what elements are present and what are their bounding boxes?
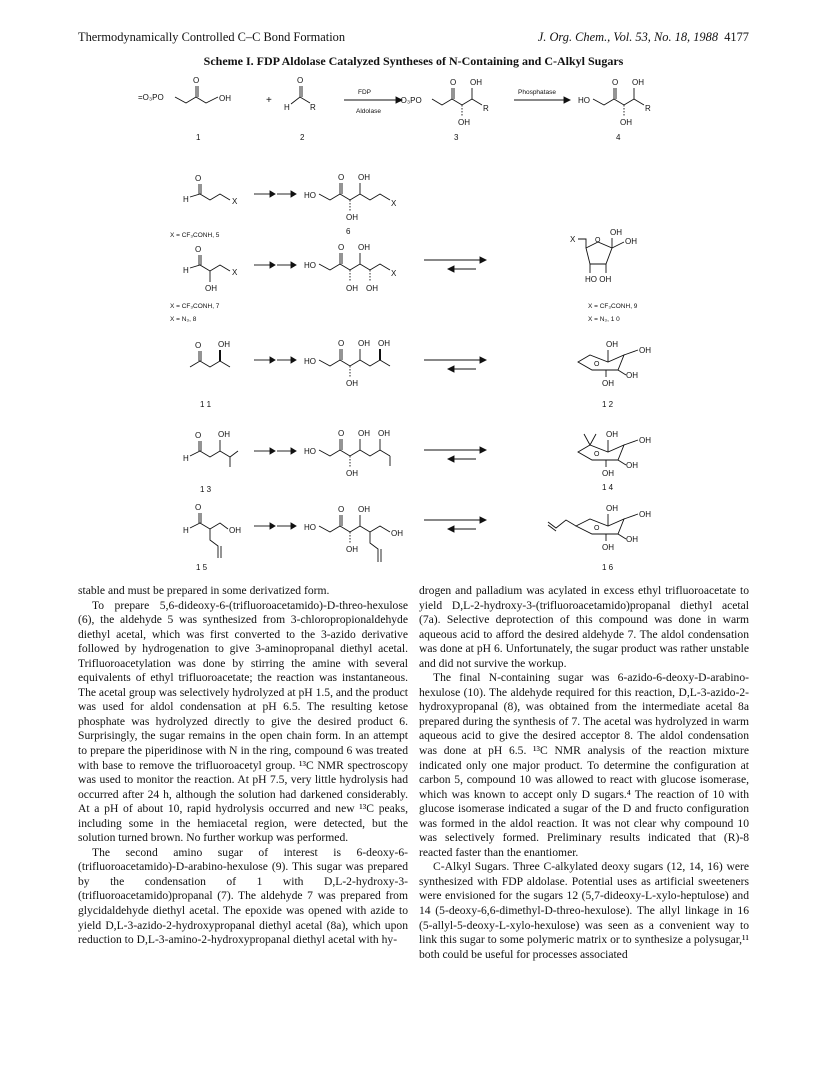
svg-text:O: O bbox=[338, 339, 345, 348]
arrow-phosphatase bbox=[514, 89, 570, 103]
svg-text:OH: OH bbox=[218, 430, 230, 439]
running-title: Thermodynamically Controlled C–C Bond Formation bbox=[78, 30, 346, 44]
svg-text:X: X bbox=[391, 199, 397, 208]
svg-text:O: O bbox=[338, 429, 345, 438]
svg-text:HO: HO bbox=[304, 523, 316, 532]
pyranose-16 bbox=[548, 504, 651, 572]
svg-text:OH: OH bbox=[366, 284, 378, 293]
substituent-note-9: X = CF₃CONH, 9 bbox=[588, 303, 638, 310]
svg-text:OH: OH bbox=[358, 505, 370, 514]
svg-text:H: H bbox=[284, 103, 290, 112]
svg-text:OH: OH bbox=[378, 429, 390, 438]
journal-citation bbox=[538, 30, 749, 45]
compound-label-6: 6 bbox=[346, 227, 351, 236]
compound-label-14: 1 4 bbox=[602, 483, 614, 492]
svg-text:OH: OH bbox=[639, 346, 651, 355]
paragraph-5: The final N-containing sugar was 6-azido-6-deoxy-D-arabino-hexulose (10). The aldehyde required for this reaction, D,L-3-azido-2-hydroxypropanal (8), was obtained from the intermediate acetal 8a prepared during the synthesis of 7. The acetal was hydrolyzed in warm aqueous acid to give the desired acceptor 8. The aldol condensation was done at pH 6.5. ¹³C NMR analysis of the reaction mixture indicated only one major product. To determine the configuration at carbon 5, compound 10 was allowed to react with glucose isomerase, which was known to accept only D sugars.⁴ The reaction of 10 with glucose isomerase indicated a sugar of the D and fructo configuration was formed in the aldol reaction. It was not clear why compound 10 was selectively formed. Preliminary results indicated that (R)-8 reacted faster than the enantiomer. bbox=[419, 671, 749, 859]
svg-text:X: X bbox=[232, 197, 238, 206]
equilibrium-arrow-row6 bbox=[424, 517, 486, 532]
svg-text:OH: OH bbox=[606, 340, 618, 349]
running-header bbox=[78, 30, 749, 48]
svg-text:HO: HO bbox=[304, 261, 316, 270]
svg-text:OH: OH bbox=[458, 118, 470, 127]
svg-text:FDP: FDP bbox=[358, 89, 371, 96]
arrow-row4 bbox=[254, 357, 296, 363]
equilibrium-arrow-row3 bbox=[424, 257, 486, 272]
compound-2 bbox=[284, 76, 316, 142]
paragraph-4: drogen and palladium was acylated in excess ethyl trifluoroacetate to yield D,L-2-hydroxy-3-(trifluoroacetamido)propanal diethyl acetal (7a). Selective deprotection of this compound was done in warm aqueous acid to afford the desired aldehyde 7. The aldol condensation was done at pH 6. Unfortunately, the sugar product was rather unstable and did not survive the workup. bbox=[419, 584, 749, 670]
svg-text:OH: OH bbox=[639, 436, 651, 445]
svg-text:O: O bbox=[338, 173, 345, 182]
svg-text:O: O bbox=[338, 505, 345, 514]
phosphate-label: =O₃PO bbox=[138, 93, 164, 102]
arrow-row3 bbox=[254, 262, 296, 268]
journal-name: J. Org. Chem., bbox=[537, 30, 611, 44]
substituent-note-8: X = N₃, 8 bbox=[170, 316, 197, 323]
svg-text:OH: OH bbox=[602, 543, 614, 552]
compound-open-chain-9 bbox=[304, 243, 397, 293]
paragraph-1: stable and must be prepared in some derivatized form. bbox=[78, 584, 330, 597]
compound-label-12: 1 2 bbox=[602, 400, 614, 409]
furanose-9-10 bbox=[570, 228, 638, 323]
svg-text:Phosphatase: Phosphatase bbox=[518, 89, 556, 96]
svg-text:X: X bbox=[232, 268, 238, 277]
svg-text:OH: OH bbox=[378, 339, 390, 348]
svg-text:OH: OH bbox=[346, 469, 358, 478]
svg-text:O: O bbox=[450, 78, 457, 87]
svg-text:OH: OH bbox=[639, 510, 651, 519]
svg-text:OH: OH bbox=[602, 469, 614, 478]
svg-text:O: O bbox=[594, 361, 600, 368]
svg-text:OH: OH bbox=[358, 339, 370, 348]
aldehyde-11 bbox=[190, 340, 230, 409]
compound-1 bbox=[138, 76, 231, 142]
scheme-title: Scheme I. FDP Aldolase Catalyzed Syntheses of N-Containing and C-Alkyl Sugars bbox=[203, 54, 624, 68]
aldehyde-7-8 bbox=[170, 245, 238, 323]
svg-text:O: O bbox=[195, 431, 202, 440]
svg-text:HO OH: HO OH bbox=[585, 275, 612, 284]
svg-text:OH: OH bbox=[346, 379, 358, 388]
compound-6 bbox=[304, 173, 397, 236]
svg-text:OH: OH bbox=[358, 429, 370, 438]
compound-4 bbox=[578, 78, 651, 142]
plus-sign: + bbox=[266, 95, 272, 106]
svg-text:HO: HO bbox=[304, 447, 316, 456]
svg-text:OH: OH bbox=[620, 118, 632, 127]
svg-text:O: O bbox=[193, 76, 200, 85]
substituent-note-7: X = CF₃CONH, 7 bbox=[170, 303, 220, 310]
svg-text:O: O bbox=[195, 503, 202, 512]
svg-text:=O₃PO: =O₃PO bbox=[396, 96, 422, 105]
svg-text:R: R bbox=[310, 103, 316, 112]
svg-text:OH: OH bbox=[626, 535, 638, 544]
svg-text:OH: OH bbox=[218, 340, 230, 349]
svg-text:O: O bbox=[594, 451, 600, 458]
svg-text:X: X bbox=[570, 235, 576, 244]
svg-text:OH: OH bbox=[602, 379, 614, 388]
compound-3 bbox=[396, 78, 489, 142]
svg-text:OH: OH bbox=[625, 237, 637, 246]
svg-text:HO: HO bbox=[304, 357, 316, 366]
scheme-drawing bbox=[78, 70, 749, 580]
svg-text:HO: HO bbox=[578, 96, 590, 105]
compound-label-1: 1 bbox=[196, 133, 201, 142]
svg-text:H: H bbox=[183, 266, 189, 275]
page-number: 4177 bbox=[724, 30, 749, 44]
svg-text:OH: OH bbox=[391, 529, 403, 538]
substituent-note-5: X = CF₃CONH, 5 bbox=[170, 232, 220, 239]
svg-text:R: R bbox=[483, 104, 489, 113]
paragraph-3: The second amino sugar of interest is 6-deoxy-6-(trifluoroacetamido)-D-arabino-hexulose (9). This sugar was prepared by the condensation of 1 with D,L-2-hydroxy-3-(trifluoroacetamido)propanal (7). The aldehyde 7 was prepared from glycidaldehyde diethyl acetal. The epoxide was opened with azide to yield D,L-3-azido-2-hydroxypropanal diethyl acetal (8a), which upon reduction to D,L-3-amino-2-hydroxypropanal diethyl acetal with hy- bbox=[78, 845, 408, 947]
svg-text:O: O bbox=[338, 243, 345, 252]
compound-label-16: 1 6 bbox=[602, 563, 614, 572]
pyranose-12 bbox=[578, 340, 651, 409]
svg-text:HO: HO bbox=[304, 191, 316, 200]
svg-text:O: O bbox=[195, 341, 202, 350]
arrow-row2 bbox=[254, 191, 296, 197]
compound-label-4: 4 bbox=[616, 133, 621, 142]
compound-label-2: 2 bbox=[300, 133, 305, 142]
svg-text:OH: OH bbox=[205, 284, 217, 293]
svg-text:O: O bbox=[595, 237, 601, 244]
svg-text:OH: OH bbox=[219, 94, 231, 103]
svg-text:H: H bbox=[183, 526, 189, 535]
svg-text:OH: OH bbox=[358, 243, 370, 252]
equilibrium-arrow-row5 bbox=[424, 447, 486, 462]
svg-text:OH: OH bbox=[346, 213, 358, 222]
compound-label-13: 1 3 bbox=[200, 485, 212, 494]
svg-text:O: O bbox=[195, 245, 202, 254]
svg-text:OH: OH bbox=[606, 430, 618, 439]
arrow-row6 bbox=[254, 523, 296, 529]
svg-text:O: O bbox=[594, 525, 600, 532]
reaction-scheme bbox=[78, 70, 749, 580]
svg-text:R: R bbox=[645, 104, 651, 113]
svg-text:O: O bbox=[195, 174, 202, 183]
compound-label-15: 1 5 bbox=[196, 563, 208, 572]
compound-label-11: 1 1 bbox=[200, 400, 212, 409]
compound-open-chain-16 bbox=[304, 505, 403, 562]
svg-text:OH: OH bbox=[358, 173, 370, 182]
svg-text:H: H bbox=[183, 454, 189, 463]
paragraph-6: C-Alkyl Sugars. Three C-alkylated deoxy sugars (12, 14, 16) were synthesized with FDP aldolase. Potential uses as artificial sweeteners were envisioned for the sugars 12 (5,7-dideoxy-L-xylo-heptulose) and 14 (5-deoxy-6,6-dimethyl-D-threo-hexulose). The allyl linkage in 16 (5-allyl-5-deoxy-L-xylo-hexulose) was seen as a convenient way to link this sugar to some polymeric matrix or to synthesize a polysugar,¹¹ both could be useful for processes associated bbox=[419, 860, 749, 961]
svg-text:O: O bbox=[297, 76, 304, 85]
paragraph-2: To prepare 5,6-dideoxy-6-(trifluoroacetamido)-D-threo-hexulose (6), the aldehyde 5 was synthesized from 3-chloropropionaldehyde diethyl acetal, which was first converted to the 3-azido derivative followed by hydrogenation to give 3-aminopropanal diethyl acetal. Trifluoroacetylation was done by stirring the amine with several equivalents of ethyl trifluoroacetate; the reaction was instantaneous. The acetal group was selectively hydrolyzed at pH 1.5, and the product was used for aldol condensation at pH 6.5. The resulting ketose phosphate was hydrolyzed directly to give the desired product 6. Surprisingly, the sugar remains in the open chain form. In an attempt to prepare the piperidinose with N in the ring, compound 6 was treated with base to remove the trifluoroacetyl group. ¹³C NMR spectroscopy was used to monitor the reaction. At pH 7.5, very little hydrolysis had occurred after 24 h, although the solution had darkened considerably. At a pH of about 10, rapid hydrolysis occurred and new ¹³C peaks, including some in the hemiacetal region, were detected, but the solution turned brown. No further workup was performed. bbox=[78, 598, 408, 845]
pyranose-14 bbox=[578, 430, 651, 492]
svg-text:OH: OH bbox=[626, 461, 638, 470]
svg-text:H: H bbox=[183, 195, 189, 204]
arrow-aldolase bbox=[344, 89, 402, 115]
right-column bbox=[419, 584, 749, 962]
left-column bbox=[78, 584, 408, 948]
equilibrium-arrow-row4 bbox=[424, 357, 486, 372]
svg-text:O: O bbox=[612, 78, 619, 87]
svg-text:OH: OH bbox=[346, 284, 358, 293]
svg-text:OH: OH bbox=[610, 228, 622, 237]
aldehyde-5 bbox=[170, 174, 238, 239]
arrow-row5 bbox=[254, 448, 296, 454]
substituent-note-10: X = N₃, 1 0 bbox=[588, 316, 620, 323]
compound-open-chain-12 bbox=[304, 339, 390, 388]
aldehyde-15 bbox=[183, 503, 241, 572]
svg-text:OH: OH bbox=[346, 545, 358, 554]
volume-issue: Vol. 53, No. 18, 1988 bbox=[613, 30, 719, 44]
svg-text:OH: OH bbox=[470, 78, 482, 87]
svg-text:OH: OH bbox=[632, 78, 644, 87]
svg-text:X: X bbox=[391, 269, 397, 278]
svg-text:OH: OH bbox=[229, 526, 241, 535]
compound-label-3: 3 bbox=[454, 133, 459, 142]
svg-text:OH: OH bbox=[606, 504, 618, 513]
aldehyde-13 bbox=[183, 430, 238, 494]
svg-text:OH: OH bbox=[626, 371, 638, 380]
svg-text:Aldolase: Aldolase bbox=[356, 108, 381, 115]
compound-open-chain-14 bbox=[304, 429, 390, 478]
